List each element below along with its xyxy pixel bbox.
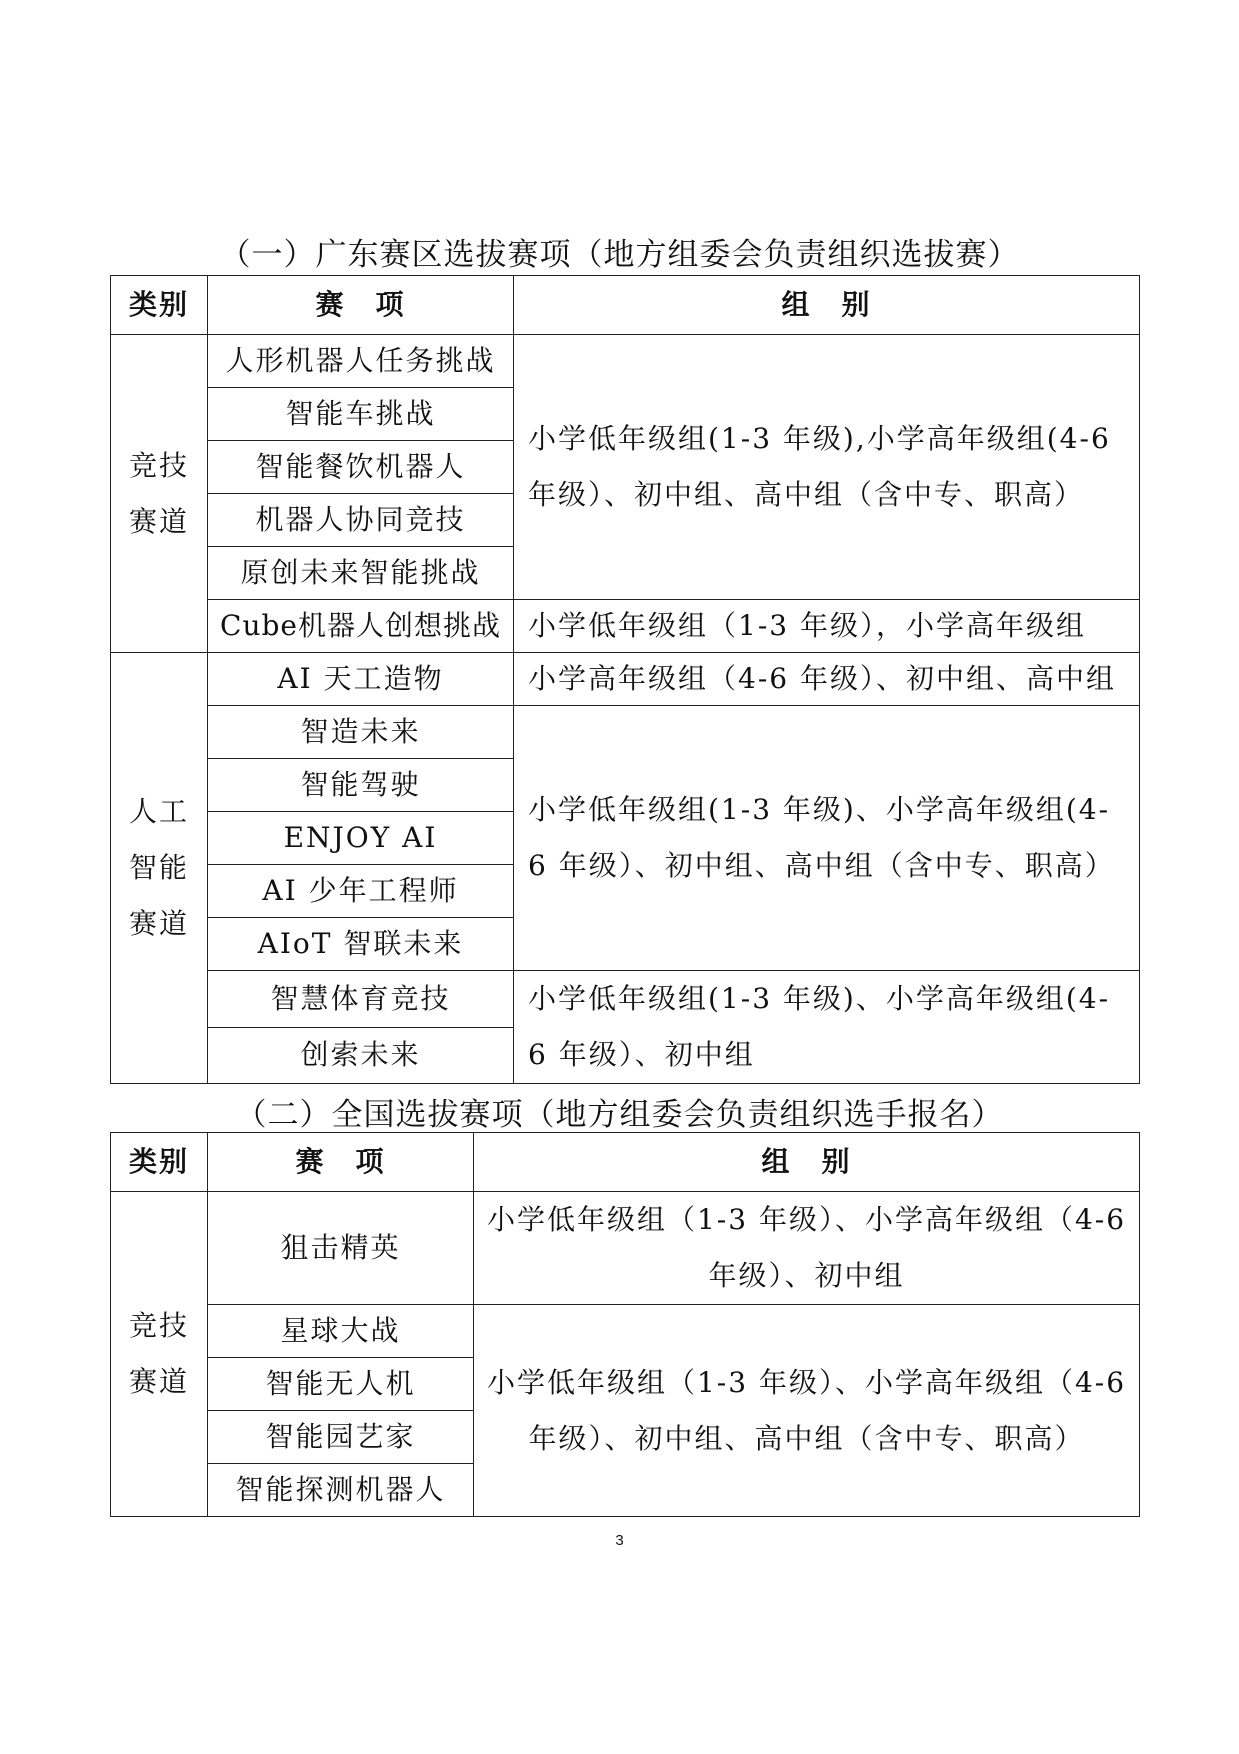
header-item: 赛 项 [208, 1133, 474, 1192]
item-cell: 智造未来 [208, 706, 514, 759]
section1-table [110, 275, 1140, 1084]
section1-title: （一）广东赛区选拔赛项（地方组委会负责组织选拔赛） [219, 237, 1020, 273]
item-cell: 智能无人机 [208, 1358, 474, 1411]
table-row [111, 1305, 1140, 1358]
item-cell: AI 天工造物 [208, 653, 514, 706]
header-group: 组 别 [474, 1133, 1140, 1192]
header-category: 类别 [111, 1133, 208, 1192]
item-cell: 星球大战 [208, 1305, 474, 1358]
table-header-row [111, 1133, 1140, 1192]
group-cell: 小学低年级组（1-3 年级）、小学高年级组（4-6 年级）、初中组 [474, 1192, 1140, 1305]
item-cell: 智能园艺家 [208, 1411, 474, 1464]
table-row [111, 335, 1140, 388]
category-competitive: 竞技 赛道 [111, 1192, 208, 1517]
item-cell: 智能车挑战 [208, 388, 514, 441]
item-cell: Cube机器人创想挑战 [208, 600, 514, 653]
item-cell: 机器人协同竞技 [208, 494, 514, 547]
group-cell: 小学低年级组（1-3 年级），小学高年级组 [514, 600, 1140, 653]
item-cell: AIoT 智联未来 [208, 918, 514, 971]
item-cell: 原创未来智能挑战 [208, 547, 514, 600]
header-category: 类别 [111, 276, 208, 335]
table-row [111, 971, 1140, 1028]
item-cell: AI 少年工程师 [208, 865, 514, 918]
category-ai: 人工 智能 赛道 [111, 653, 208, 1084]
item-cell: ENJOY AI [208, 812, 514, 865]
item-cell: 智能餐饮机器人 [208, 441, 514, 494]
header-item: 赛 项 [208, 276, 514, 335]
item-cell: 智能驾驶 [208, 759, 514, 812]
item-cell: 智慧体育竞技 [208, 971, 514, 1028]
table-row [111, 653, 1140, 706]
group-cell: 小学高年级组（4-6 年级）、初中组、高中组 [514, 653, 1140, 706]
header-group: 组 别 [514, 276, 1140, 335]
group-cell: 小学低年级组（1-3 年级）、小学高年级组（4-6 年级）、初中组、高中组（含中专、职高） [474, 1305, 1140, 1517]
category-competitive: 竞技 赛道 [111, 335, 208, 653]
item-cell: 智能探测机器人 [208, 1464, 474, 1517]
table-row [111, 706, 1140, 759]
item-cell: 创索未来 [208, 1027, 514, 1084]
group-cell: 小学低年级组(1-3 年级)、小学高年级组(4-6 年级）、初中组 [514, 971, 1140, 1084]
item-cell: 人形机器人任务挑战 [208, 335, 514, 388]
table-row [111, 1192, 1140, 1305]
section2-title: （二）全国选拔赛项（地方组委会负责组织选手报名） [235, 1097, 1004, 1133]
table-row [111, 600, 1140, 653]
group-cell: 小学低年级组(1-3 年级)、小学高年级组(4-6 年级）、初中组、高中组（含中专、职高） [514, 706, 1140, 971]
item-cell: 狙击精英 [208, 1192, 474, 1305]
page-number: 3 [615, 1532, 624, 1549]
section2-table [110, 1132, 1140, 1517]
group-cell: 小学低年级组(1-3 年级),小学高年级组(4-6 年级）、初中组、高中组（含中专、职高） [514, 335, 1140, 600]
table-header-row [111, 276, 1140, 335]
